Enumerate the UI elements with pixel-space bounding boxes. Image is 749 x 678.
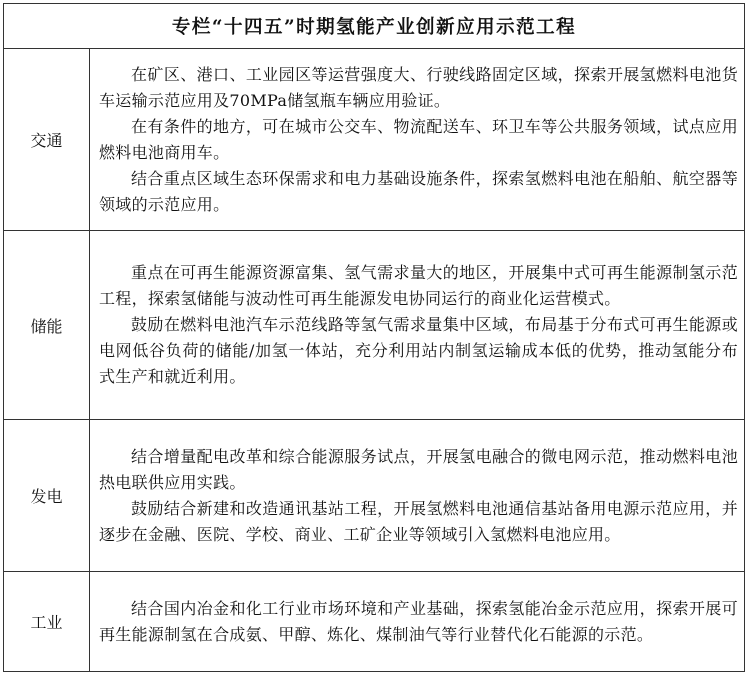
content-paragraph: 结合国内冶金和化工行业市场环境和产业基础，探索氢能冶金示范应用，探索开展可再生能源制氢在合成氨、甲醇、炼化、煤制油气等行业替代化石能源的示范。 [99, 598, 739, 644]
category-content [90, 231, 745, 420]
table-row-industry [4, 572, 745, 672]
content-paragraph: 结合增量配电改革和综合能源服务试点，开展氢电融合的微电网示范，推动燃料电池热电联供应用实践。 [99, 446, 739, 492]
category-content [90, 49, 745, 231]
content-paragraph: 鼓励在燃料电池汽车示范线路等氢气需求量集中区域，布局基于分布式可再生能源或电网低谷负荷的储能/加氢一体站，充分利用站内制氢运输成本低的优势，推动氢能分布式生产和就近利用。 [99, 315, 739, 386]
category-label: 储能 [4, 231, 90, 420]
category-content [90, 420, 745, 572]
content-paragraph: 重点在可再生能源资源富集、氢气需求量大的地区，开展集中式可再生能源制氢示范工程，探索氢储能与波动性可再生能源发电协同运行的商业化运营模式。 [99, 263, 739, 308]
content-paragraph: 结合重点区域生态环保需求和电力基础设施条件，探索氢燃料电池在船舶、航空器等领域的示范应用。 [99, 168, 739, 214]
table-title: 专栏“十四五”时期氢能产业创新应用示范工程 [4, 4, 745, 49]
content-paragraph: 在有条件的地方，可在城市公交车、物流配送车、环卫车等公共服务领域，试点应用燃料电池商用车。 [99, 116, 739, 162]
title-row [4, 4, 745, 49]
category-label: 交通 [4, 49, 90, 231]
category-label: 工业 [4, 572, 90, 672]
content-paragraph: 鼓励结合新建和改造通讯基站工程，开展氢燃料电池通信基站备用电源示范应用，并逐步在金融、医院、学校、商业、工矿企业等领域引入氢燃料电池应用。 [99, 498, 739, 544]
table-row-storage [4, 231, 745, 420]
program-table [3, 3, 745, 672]
category-label: 发电 [4, 420, 90, 572]
table-row-power [4, 420, 745, 572]
content-paragraph: 在矿区、港口、工业园区等运营强度大、行驶线路固定区域，探索开展氢燃料电池货车运输示范应用及70MPa储氢瓶车辆应用验证。 [99, 64, 739, 110]
category-content [90, 572, 745, 672]
program-table-container [3, 3, 744, 672]
table-row-transport [4, 49, 745, 231]
